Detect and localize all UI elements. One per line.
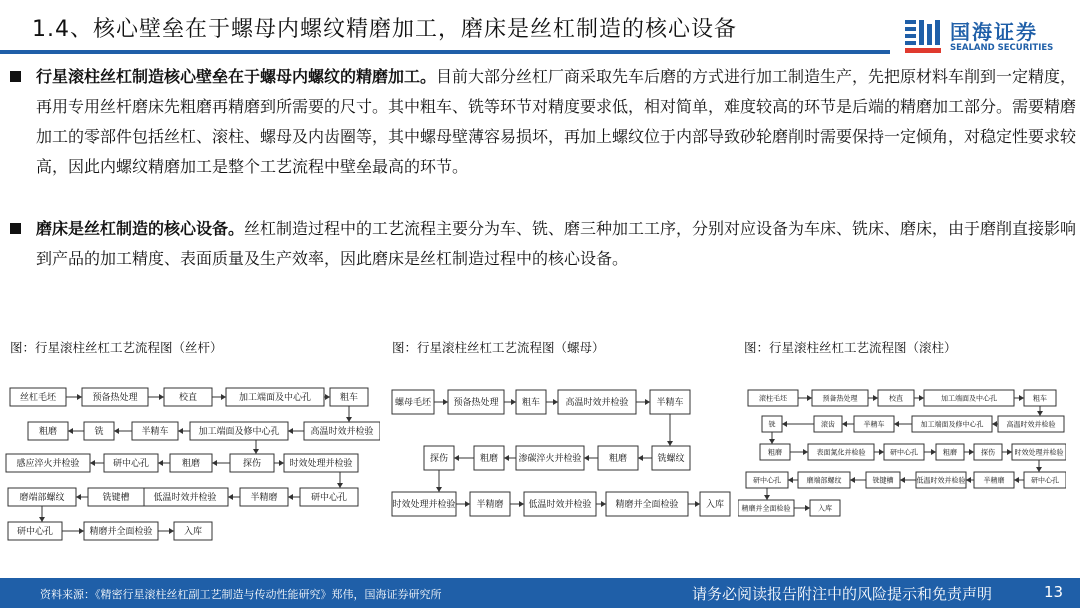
flow-step — [738, 500, 794, 516]
flow-step — [6, 454, 90, 472]
flow-step-label: 铣螺纹 — [657, 454, 685, 465]
arrow-head — [212, 460, 217, 466]
figure-caption-roller: 图：行星滚柱丝杠工艺流程图（滚柱） — [744, 340, 957, 355]
arrow-head — [782, 421, 787, 427]
arrow-head — [76, 494, 81, 500]
flow-step-label: 时效处理并检验 — [1014, 448, 1064, 457]
arrow-head — [77, 394, 82, 400]
arrow-head — [454, 455, 459, 461]
flow-step-label: 研中心孔 — [1031, 476, 1059, 485]
flow-step — [132, 422, 178, 440]
flow-step-label: 预备热处理 — [92, 393, 138, 404]
arrow-head — [90, 460, 95, 466]
arrow-head — [769, 439, 775, 444]
arrow-head — [253, 449, 259, 454]
header-rule — [0, 50, 890, 54]
flow-step-label: 加工端面及修中心孔 — [920, 420, 984, 429]
paragraph-2 — [10, 214, 1080, 274]
arrow-head — [114, 428, 119, 434]
arrow-head — [443, 399, 448, 405]
flow-step-label: 研中心孔 — [16, 527, 54, 538]
flow-step — [974, 472, 1014, 488]
flow-step-label: 滚柱毛坯 — [759, 394, 787, 403]
arrow-head — [638, 455, 643, 461]
flow-step-label: 粗磨 — [181, 459, 201, 470]
arrow-head — [221, 394, 226, 400]
flow-step-label: 磨端部螺纹 — [19, 493, 65, 504]
flow-step-label: 半精车 — [863, 420, 885, 429]
flow-step — [1012, 444, 1066, 460]
flow-step-label: 预备热处理 — [453, 398, 499, 409]
arrow-head — [894, 421, 899, 427]
arrow-head — [807, 395, 812, 401]
arrow-head — [601, 501, 606, 507]
flow-step — [1024, 390, 1056, 406]
flow-step — [226, 388, 324, 406]
flow-step — [606, 492, 688, 516]
flow-step-label: 研中心孔 — [890, 448, 918, 457]
flow-step — [808, 444, 874, 460]
flow-step — [88, 488, 144, 506]
flow-step — [814, 416, 842, 432]
flow-step-label: 粗磨 — [768, 448, 782, 457]
flow-step — [884, 444, 924, 460]
flow-step — [230, 454, 274, 472]
flow-step — [936, 444, 964, 460]
flowchart-roller — [738, 384, 1066, 520]
flowchart-nut — [388, 384, 734, 522]
flow-step — [448, 390, 504, 414]
flow-step-label: 时效处理并检验 — [289, 459, 353, 470]
flow-step-label: 高温时效并检验 — [1006, 420, 1056, 429]
flow-step — [104, 454, 158, 472]
flow-step — [170, 454, 212, 472]
flow-step — [760, 444, 790, 460]
flow-step-label: 校直 — [178, 393, 198, 404]
arrow-head — [288, 428, 293, 434]
flow-step — [998, 416, 1064, 432]
flow-step-label: 入库 — [818, 504, 832, 513]
arrow-head — [850, 477, 855, 483]
flow-step — [82, 388, 148, 406]
bullet-square — [10, 71, 21, 82]
arrow-head — [511, 399, 516, 405]
flow-step-label: 高温时效并检验 — [310, 427, 374, 438]
flow-step-label: 磨端部螺纹 — [806, 476, 842, 485]
arrow-head — [645, 399, 650, 405]
arrow-head — [803, 449, 808, 455]
flow-step — [164, 388, 212, 406]
flow-step — [190, 422, 288, 440]
arrow-head — [169, 528, 174, 534]
flow-step — [84, 522, 158, 540]
flow-step-label: 半精车 — [141, 427, 169, 438]
flow-step — [810, 500, 840, 516]
flow-step-label: 滚齿 — [821, 420, 835, 429]
flow-step — [8, 522, 62, 540]
flow-step — [240, 488, 288, 506]
paragraph-2-text: 丝杠制造过程中的工艺流程主要分为车、铣、磨三种加工工序，分别对应设备为车床、铣床、磨床，由于磨削直接影响到产品的加工精度、表面质量及生产效率，因此磨床是丝杠制造过程中的核心设备。 — [36, 219, 1077, 268]
page-title: 1.4、核心壁垒在于螺母内螺纹精磨加工，磨床是丝杠制造的核心设备 — [32, 17, 737, 42]
flow-step-label: 精磨并全面检验 — [89, 527, 153, 538]
flow-step-label: 加工端面及中心孔 — [941, 394, 997, 403]
arrow-head — [1036, 467, 1042, 472]
flow-step — [700, 492, 730, 516]
flow-step-label: 研中心孔 — [753, 476, 781, 485]
flow-step — [748, 390, 798, 406]
flow-step-label: 研中心孔 — [310, 493, 348, 504]
flow-step-label: 渗碳淬火并检验 — [518, 454, 582, 465]
arrow-head — [1007, 449, 1012, 455]
flow-step-label: 校直 — [889, 394, 903, 403]
flow-step — [974, 444, 1002, 460]
page-number: 13 — [1044, 583, 1064, 601]
flow-step-label: 铣键槽 — [102, 493, 130, 504]
flow-step — [516, 390, 546, 414]
flow-step-label: 半精磨 — [250, 493, 278, 504]
flow-step-label: 探伤 — [429, 454, 449, 465]
arrow-head — [325, 394, 330, 400]
flow-step — [392, 492, 456, 516]
flow-step — [746, 472, 788, 488]
flow-step — [650, 390, 690, 414]
flow-step-label: 入库 — [705, 500, 725, 511]
flow-step — [866, 472, 900, 488]
flow-step — [812, 390, 868, 406]
arrow-head — [805, 505, 810, 511]
flow-step-label: 半精磨 — [983, 476, 1005, 485]
flow-step — [470, 492, 510, 516]
arrow-head — [992, 421, 997, 427]
arrow-head — [1037, 411, 1043, 416]
footer-bar — [0, 578, 1080, 608]
flow-step — [330, 388, 368, 406]
figure-caption-nut: 图：行星滚柱丝杠工艺流程图（螺母） — [392, 340, 605, 355]
flow-step-label: 螺母毛坯 — [394, 398, 432, 409]
flow-step — [924, 390, 1014, 406]
arrow-head — [969, 449, 974, 455]
flow-step-label: 探伤 — [242, 459, 262, 470]
flow-step-label: 粗车 — [521, 398, 541, 409]
flow-step-label: 铣 — [768, 420, 776, 429]
flow-step — [524, 492, 596, 516]
flow-step — [762, 416, 782, 432]
flow-step-label: 低温时效并检验 — [916, 476, 966, 485]
flow-step-label: 铣键槽 — [872, 476, 894, 485]
arrow-head — [159, 394, 164, 400]
arrow-head — [228, 494, 233, 500]
flow-step-label: 入库 — [183, 527, 203, 538]
flow-step-label: 加工端面及中心孔 — [238, 393, 312, 404]
arrow-head — [900, 477, 905, 483]
flow-step — [84, 422, 114, 440]
flow-step — [8, 488, 76, 506]
flow-step-label: 铣 — [94, 427, 104, 438]
arrow-head — [553, 399, 558, 405]
flow-step-label: 粗车 — [1033, 394, 1047, 403]
flow-step-label: 丝杠毛坯 — [19, 393, 57, 404]
arrow-head — [519, 501, 524, 507]
flow-step-label: 表面氮化并检验 — [816, 448, 866, 457]
arrow-head — [584, 455, 589, 461]
flow-step — [284, 454, 358, 472]
paragraph-1-text: 目前大部分丝杠厂商采取先车后磨的方式进行加工制造生产，先把原材料车削到一定精度，再用专用丝杆磨床先粗磨再精磨到所需要的尺寸。其中粗车、铣等环节对精度要求低，相对简单，难度较高的环节是后端的精磨加工部分。需要精磨加工的零部件包括丝杠、滚柱、螺母及内齿圈等，其中螺母壁薄容易损坏，再加上螺纹位于内部导致砂轮磨削时需要保持一定倾角，对稳定性要求较高，因此内螺纹精磨加工是整个工艺流程中壁垒最高的环节。 — [36, 67, 1077, 176]
flow-step-label: 半精磨 — [476, 500, 504, 511]
arrow-head — [1019, 395, 1024, 401]
paragraph-1-lead: 行星滚柱丝杠制造核心壁垒在于螺母内螺纹的精磨加工。 — [36, 67, 437, 86]
flow-step-label: 精磨并全面检验 — [615, 500, 679, 511]
flow-step-label: 低温时效并检验 — [153, 493, 217, 504]
flow-step — [142, 488, 228, 506]
arrow-head — [436, 487, 442, 492]
flow-step — [28, 422, 68, 440]
flow-step — [474, 446, 504, 470]
flow-step-label: 精磨并全面检验 — [741, 504, 791, 513]
arrow-head — [504, 455, 509, 461]
arrow-head — [346, 417, 352, 422]
flowchart-screw — [4, 380, 380, 550]
arrow-head — [966, 477, 971, 483]
flow-step-label: 高温时效并检验 — [565, 398, 629, 409]
arrow-head — [873, 395, 878, 401]
sealand-logo-icon — [904, 18, 944, 56]
flow-step-label: 感应淬火并检验 — [16, 459, 80, 470]
flow-step-label: 预备热处理 — [822, 394, 858, 403]
flow-step — [916, 472, 966, 488]
arrow-head — [695, 501, 700, 507]
flow-step-label: 粗磨 — [608, 454, 628, 465]
flow-step-label: 半精车 — [656, 398, 684, 409]
flow-step — [392, 390, 434, 414]
company-logo — [904, 16, 1064, 60]
arrow-head — [337, 483, 343, 488]
flow-step — [424, 446, 454, 470]
flow-step-label: 低温时效并检验 — [528, 500, 592, 511]
flow-step-label: 粗磨 — [38, 427, 58, 438]
arrow-head — [931, 449, 936, 455]
flow-step — [10, 388, 66, 406]
arrow-head — [68, 428, 73, 434]
flow-step — [300, 488, 358, 506]
logo-name-en: SEALAND SECURITIES — [950, 43, 1054, 53]
source-note: 资料来源：《精密行星滚柱丝杠副工艺制造与传动性能研究》郑伟，国海证券研究所 — [40, 588, 442, 601]
arrow-head — [288, 494, 293, 500]
flow-step-label: 探伤 — [981, 448, 995, 457]
arrow-head — [764, 495, 770, 500]
flow-step — [558, 390, 636, 414]
arrow-head — [465, 501, 470, 507]
arrow-head — [667, 441, 673, 446]
arrow-head — [79, 528, 84, 534]
disclaimer: 请务必阅读报告附注中的风险提示和免责声明 — [692, 585, 993, 603]
flow-step-label: 研中心孔 — [112, 459, 150, 470]
arrow-head — [178, 428, 183, 434]
arrow-head — [919, 395, 924, 401]
flow-step-label: 粗车 — [339, 393, 359, 404]
flow-step — [912, 416, 992, 432]
flow-step — [878, 390, 914, 406]
arrow-head — [842, 421, 847, 427]
flow-step — [174, 522, 212, 540]
arrow-head — [158, 460, 163, 466]
flow-step — [598, 446, 638, 470]
flow-step — [652, 446, 690, 470]
arrow-head — [1014, 477, 1019, 483]
flow-step — [516, 446, 584, 470]
flow-step-label: 时效处理并检验 — [392, 500, 456, 511]
figure-caption-screw: 图：行星滚柱丝杠工艺流程图（丝杆） — [10, 340, 223, 355]
flow-step-label: 加工端面及修中心孔 — [198, 427, 280, 438]
arrow-head — [879, 449, 884, 455]
paragraph-2-lead: 磨床是丝杠制造的核心设备。 — [36, 219, 245, 238]
flow-step — [1024, 472, 1066, 488]
flow-step-label: 粗磨 — [943, 448, 957, 457]
bullet-square — [10, 223, 21, 234]
arrow-head — [39, 517, 45, 522]
paragraph-1 — [10, 62, 1080, 182]
flow-step — [798, 472, 850, 488]
flow-step-label: 粗磨 — [479, 454, 499, 465]
logo-name-cn: 国海证券 — [950, 20, 1038, 44]
flow-step — [304, 422, 380, 440]
arrow-head — [788, 477, 793, 483]
flow-step — [854, 416, 894, 432]
